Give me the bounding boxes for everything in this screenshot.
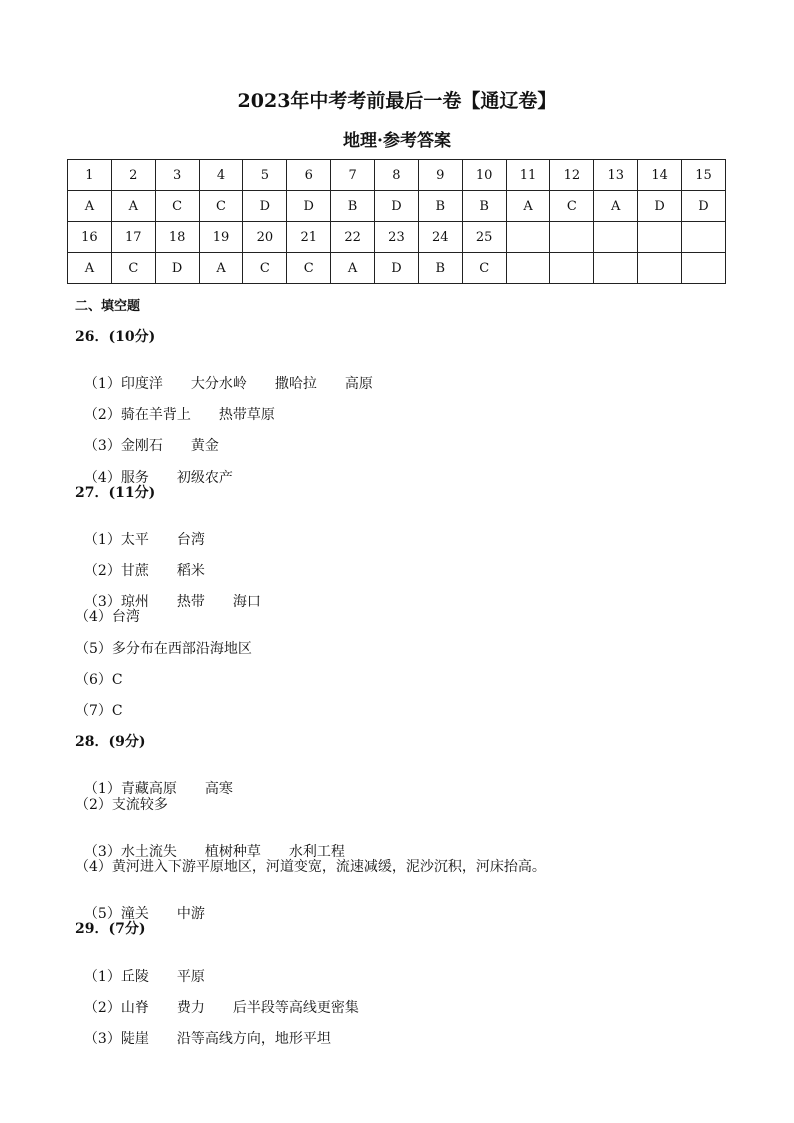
answer-part: （2）山脊 [83, 1000, 149, 1016]
answer-table [67, 159, 726, 284]
table-cell: D [375, 253, 419, 284]
answer-part: （1）青藏高原 [83, 781, 177, 797]
answer-part: 撒哈拉 [274, 376, 317, 392]
answer-part: （5）潼关 [83, 906, 149, 922]
answer-part: （4）服务 [83, 470, 149, 486]
table-cell: 3 [155, 160, 199, 191]
table-cell: D [375, 191, 419, 222]
table-cell: 21 [287, 222, 331, 253]
answer-part: 台湾 [176, 532, 205, 548]
table-cell: 12 [550, 160, 594, 191]
table-cell: C [199, 191, 243, 222]
table-cell: C [550, 191, 594, 222]
table-cell: A [331, 253, 375, 284]
table-cell: D [287, 191, 331, 222]
table-cell: 18 [155, 222, 199, 253]
answer-part: （2）骑在羊背上 [83, 407, 191, 423]
table-cell: 9 [418, 160, 462, 191]
answer-part: 沿等高线方向，地形平坦 [176, 1031, 331, 1047]
section-heading-fill-blank: 二、填空题 [75, 299, 141, 314]
answer-part: 热带 [176, 594, 205, 610]
table-cell [506, 253, 550, 284]
table-cell: 7 [331, 160, 375, 191]
table-cell: 10 [462, 160, 506, 191]
answer-part: （1）印度洋 [83, 376, 163, 392]
table-cell [550, 253, 594, 284]
table-cell: 17 [111, 222, 155, 253]
table-cell [638, 253, 682, 284]
table-cell: 4 [199, 160, 243, 191]
answer-part: （3）陡崖 [83, 1031, 149, 1047]
answer-part: （2）甘蔗 [83, 563, 149, 579]
q27-answer-4: （4）台湾 [75, 609, 140, 625]
table-cell [550, 222, 594, 253]
table-cell: 24 [418, 222, 462, 253]
table-cell: 6 [287, 160, 331, 191]
table-cell: 22 [331, 222, 375, 253]
table-cell: A [68, 191, 112, 222]
table-cell: 13 [594, 160, 638, 191]
table-cell: B [331, 191, 375, 222]
page-title: 2023年中考考前最后一卷【通辽卷】 [237, 90, 557, 112]
table-cell: B [418, 253, 462, 284]
table-cell: A [594, 191, 638, 222]
table-cell: 19 [199, 222, 243, 253]
answer-part: 植树种草 [204, 844, 261, 860]
q27-answer-7: （7）C [75, 703, 123, 719]
table-cell: C [155, 191, 199, 222]
answer-part: 初级农产 [176, 470, 233, 486]
table-cell [594, 253, 638, 284]
table-cell: D [638, 191, 682, 222]
table-cell: A [506, 191, 550, 222]
table-cell: 15 [682, 160, 726, 191]
table-cell: A [68, 253, 112, 284]
table-cell: C [462, 253, 506, 284]
table-cell: 23 [375, 222, 419, 253]
answer-part: （3）金刚石 [83, 438, 163, 454]
table-cell: 25 [462, 222, 506, 253]
answer-part: 费力 [176, 1000, 205, 1016]
answer-part: 海口 [232, 594, 261, 610]
table-cell [506, 222, 550, 253]
q28-answer-4: （4）黄河进入下游平原地区，河道变宽，流速减缓，泥沙沉积，河床抬高。 [75, 859, 546, 875]
answer-part: 高寒 [204, 781, 233, 797]
q28-answer-2: （2）支流较多 [75, 797, 168, 813]
table-cell: B [418, 191, 462, 222]
table-cell: A [111, 191, 155, 222]
question-27-heading: 27．(11分) [75, 485, 156, 501]
question-26-heading: 26．(10分) [75, 329, 156, 345]
table-cell: 20 [243, 222, 287, 253]
table-cell [682, 253, 726, 284]
table-cell: B [462, 191, 506, 222]
table-cell: A [199, 253, 243, 284]
q26-answer-3 [75, 419, 219, 455]
table-cell: D [243, 191, 287, 222]
table-row-answers [68, 253, 726, 284]
table-cell [638, 222, 682, 253]
answer-part: 高原 [344, 376, 373, 392]
table-cell: 14 [638, 160, 682, 191]
answer-part: 后半段等高线更密集 [232, 1000, 359, 1016]
table-row-question-numbers [68, 222, 726, 253]
answer-part: 热带草原 [218, 407, 275, 423]
table-cell [682, 222, 726, 253]
table-cell: C [111, 253, 155, 284]
q29-answer-3 [75, 1012, 331, 1048]
q28-answer-1 [75, 762, 233, 798]
table-cell: C [287, 253, 331, 284]
answer-part: （1）太平 [83, 532, 149, 548]
q27-answer-6: （6）C [75, 672, 123, 688]
answer-part: 黄金 [190, 438, 219, 454]
answer-part: 稻米 [176, 563, 205, 579]
table-cell: 2 [111, 160, 155, 191]
table-cell: D [155, 253, 199, 284]
question-29-heading: 29．(7分) [75, 921, 146, 937]
table-cell: 1 [68, 160, 112, 191]
answer-part: 平原 [176, 969, 205, 985]
table-row-question-numbers [68, 160, 726, 191]
q27-answer-5: （5）多分布在西部沿海地区 [75, 641, 252, 657]
table-cell: C [243, 253, 287, 284]
answer-part: 水利工程 [288, 844, 345, 860]
table-cell: 16 [68, 222, 112, 253]
answer-part: 中游 [176, 906, 205, 922]
table-row-answers [68, 191, 726, 222]
answer-part: （3）水土流失 [83, 844, 177, 860]
answer-part: （3）琼州 [83, 594, 149, 610]
question-28-heading: 28．(9分) [75, 734, 146, 750]
table-cell: D [682, 191, 726, 222]
table-cell: 11 [506, 160, 550, 191]
page-subtitle: 地理·参考答案 [343, 131, 451, 151]
answer-part: 大分水岭 [190, 376, 247, 392]
table-cell: 8 [375, 160, 419, 191]
table-cell [594, 222, 638, 253]
table-cell: 5 [243, 160, 287, 191]
answer-part: （1）丘陵 [83, 969, 149, 985]
